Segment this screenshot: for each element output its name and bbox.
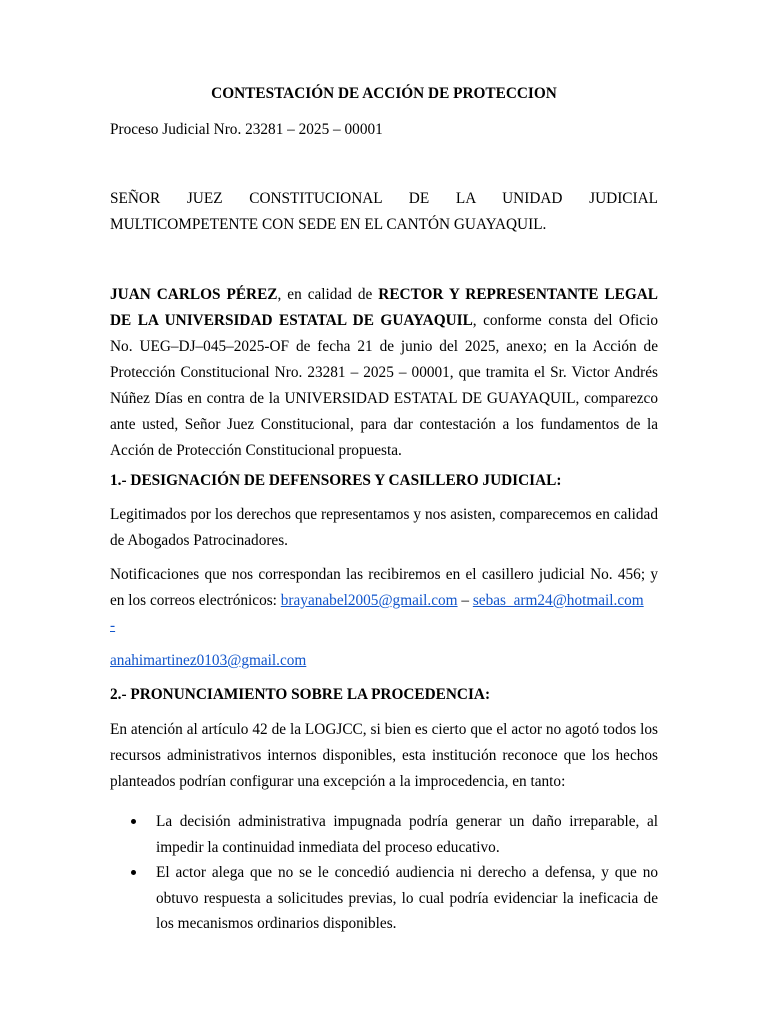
section-1-paragraph-1: Legitimados por los derechos que representamos y nos asisten, comparecemos en calidad de Abogados Patrocinadores. <box>110 506 658 549</box>
list-item <box>110 860 658 937</box>
email-link-2[interactable]: sebas_arm24@hotmail.com <box>472 592 644 609</box>
bullet-text: La decisión administrativa impugnada podría generar un daño irreparable, al impedir la continuidad inmediata del proceso educativo. <box>156 813 658 856</box>
email-dash-link[interactable]: - <box>110 617 116 634</box>
section-1-paragraph-2 <box>110 562 658 614</box>
email-separator: – <box>457 592 473 609</box>
intro-paragraph <box>110 282 658 464</box>
notification-text: Notificaciones que nos correspondan las recibiremos en el casillero judicial No. 456; y en los correos electrónicos: <box>110 566 658 609</box>
section-2-paragraph-1: En atención al artículo 42 de la LOGJCC, si bien es cierto que el actor no agotó todos los recursos administrativos internos disponibles, esta institución reconoce que los hechos planteados podrían configurar una excepción a la improcedencia, en tanto: <box>110 721 658 790</box>
procedence-bullet-list <box>110 809 658 937</box>
appearing-party-role: RECTOR Y REPRESENTANTE LEGAL DE LA UNIVERSIDAD ESTATAL DE GUAYAQUIL <box>110 286 659 329</box>
email-line-3 <box>110 652 658 670</box>
addressee-line-2: MULTICOMPETENTE CON SEDE EN EL CANTÓN GUAYAQUIL. <box>110 216 547 233</box>
section-2-heading: 2.- PRONUNCIAMIENTO SOBRE LA PROCEDENCIA: <box>110 686 491 703</box>
bullet-icon <box>131 819 136 824</box>
email-dash <box>110 617 658 635</box>
bullet-icon <box>131 870 136 875</box>
intro-text-2: , conforme consta del Oficio No. UEG–DJ–045–2025-OF de fecha 21 de junio del 2025, anexo; en la Acción de Protección Constitucional Nro. 23281 – 2025 – 00001, que tramita el Sr. Victor Andrés Núñez Días en contra de la UNIVERSIDAD ESTATAL DE GUAYAQUIL, comparezco ante usted, Señor Juez Constitucional, para dar contestación a los fundamentos de la Acción de Protección Constitucional propuesta. <box>110 312 658 459</box>
email-link-3[interactable]: anahimartinez0103@gmail.com <box>110 652 307 669</box>
addressee-line-1: SEÑOR JUEZ CONSTITUCIONAL DE LA UNIDAD JUDICIAL <box>110 190 658 207</box>
process-number: Proceso Judicial Nro. 23281 – 2025 – 00001 <box>110 121 383 138</box>
bullet-text: El actor alega que no se le concedió audiencia ni derecho a defensa, y que no obtuvo respuesta a solicitudes previas, lo cual podría evidenciar la ineficacia de los mecanismos ordinarios disponibles. <box>156 864 658 932</box>
list-item <box>110 809 658 860</box>
document-title: CONTESTACIÓN DE ACCIÓN DE PROTECCION <box>211 85 557 102</box>
email-link-1[interactable]: brayanabel2005@gmail.com <box>280 592 458 609</box>
appearing-party-name: JUAN CARLOS PÉREZ <box>110 286 278 303</box>
intro-text-1: , en calidad de <box>277 286 379 303</box>
section-1-heading: 1.- DESIGNACIÓN DE DEFENSORES Y CASILLERO JUDICIAL: <box>110 472 562 489</box>
